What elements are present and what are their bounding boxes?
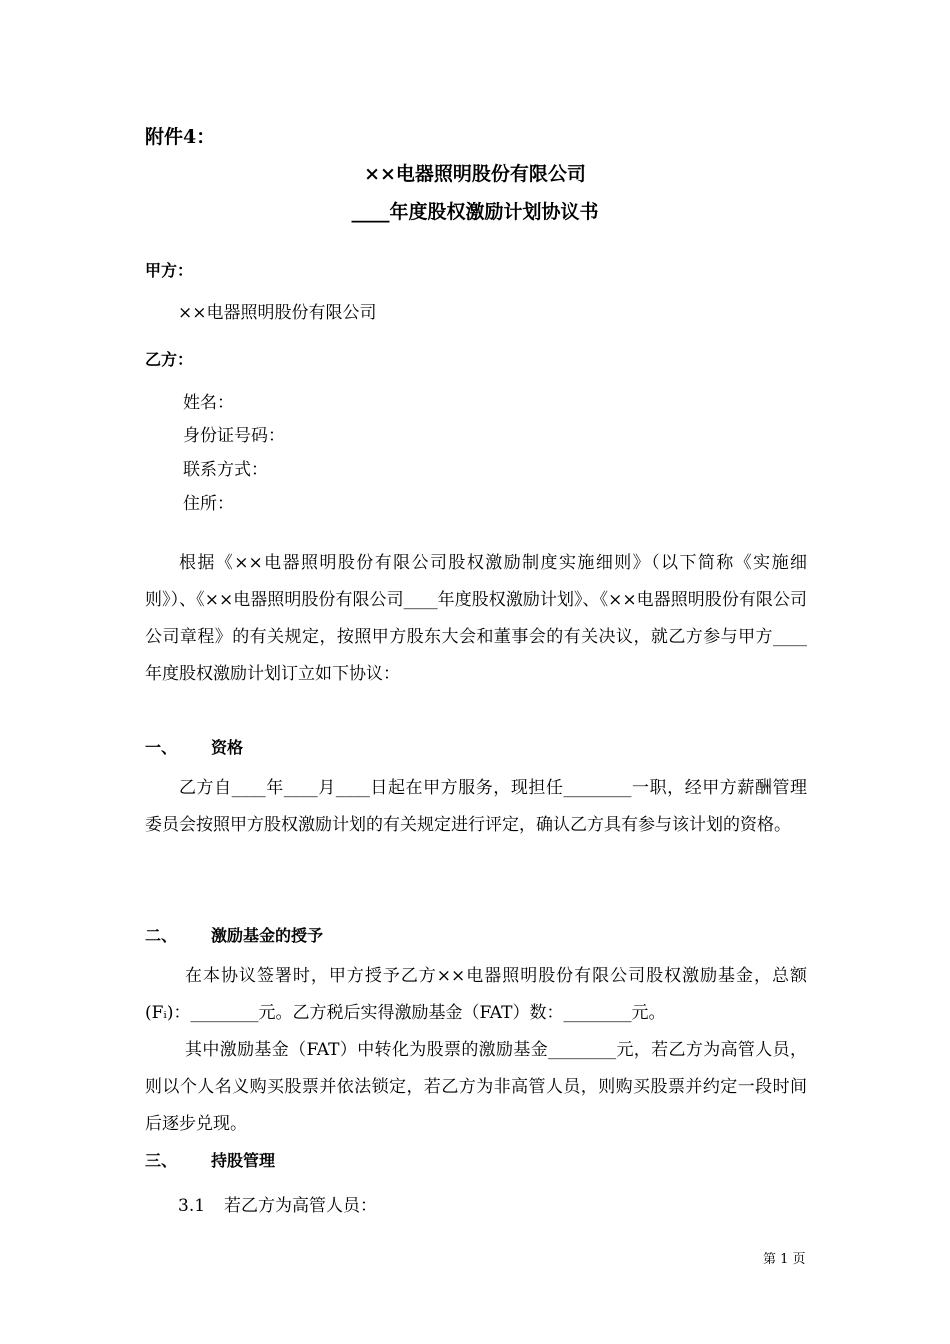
section-title: 激励基金的授予 [211,926,324,945]
party-b-field-name: 姓名： [183,393,234,413]
section-number: 一、 [145,738,178,757]
document-title-company: ××电器照明股份有限公司 [364,163,586,185]
intro-paragraph: 根据《××电器照明股份有限公司股权激励制度实施细则》（以下简称《实施细则》）、《××电器照明股份有限公司____年度股权激励计划》、《××电器照明股份有限公司公司章程》的有关规定，按照甲方股东大会和董事会的有关决议，就乙方参与甲方____年度股权激励计划订立如下协议： [145,553,807,684]
document-title-agreement: ____年度股权激励计划协议书 [351,201,599,223]
subsection-number: 3.1 [178,1196,206,1216]
section-heading [145,1148,275,1171]
section-heading [145,923,323,946]
subsection-item [178,1191,377,1216]
attachment-label: 附件4： [145,126,216,148]
section-title: 资格 [211,738,244,757]
party-b-field-id: 身份证号码： [183,426,285,446]
section-number: 二、 [145,926,178,945]
party-a-name: ××电器照明股份有限公司 [178,303,377,323]
party-b-field-address: 住所： [183,494,234,514]
party-b-label: 乙方： [145,350,194,369]
section-paragraph: 乙方自____年____月____日起在甲方服务，现担任________一职，经甲方薪酬管理委员会按照甲方股权激励计划的有关规定进行评定，确认乙方具有参与该计划的资格。 [145,778,807,835]
section-paragraph: 其中激励基金（FAT）中转化为股票的激励基金________元，若乙方为高管人员，则以个人名义购买股票并依法锁定，若乙方为非高管人员，则购买股票并约定一段时间后逐步兑现。 [145,1040,807,1134]
section-paragraph: 在本协议签署时，甲方授予乙方××电器照明股份有限公司股权激励基金，总额(Fᵢ)：________元。乙方税后实得激励基金（FAT）数：________元。 [145,966,807,1023]
party-b-field-contact: 联系方式： [183,460,268,480]
party-a-label: 甲方： [145,261,194,280]
section-number: 三、 [145,1151,178,1170]
page-number-footer: 第 1 页 [763,1252,806,1267]
section-title: 持股管理 [211,1151,276,1170]
section-heading [145,735,243,758]
subsection-text: 若乙方为高管人员： [224,1196,377,1216]
